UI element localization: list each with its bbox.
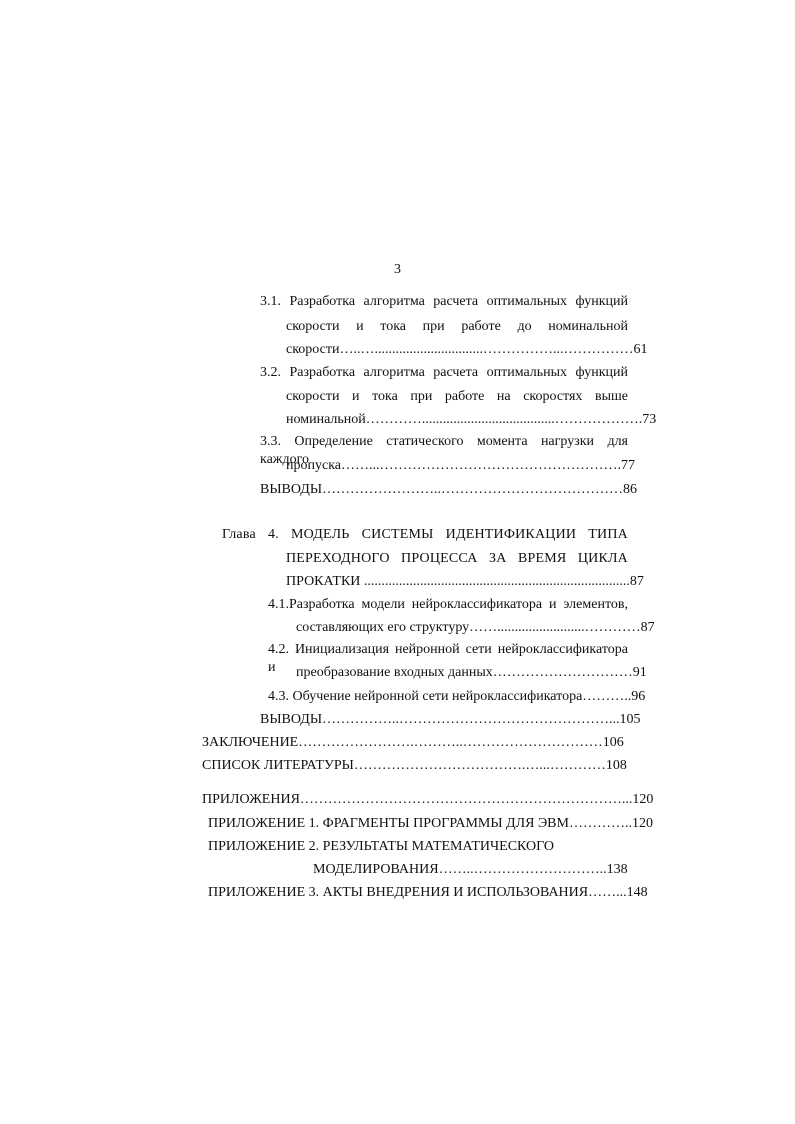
toc-3-3-line-2: пропуска……...…………………………………………….77 <box>286 458 636 473</box>
toc-3-2-line-3: номинальной…………......................................……………….73 <box>286 412 657 427</box>
toc-chapter-4-line-2: ПЕРЕХОДНОГО ПРОЦЕССА ЗА ВРЕМЯ ЦИКЛА <box>286 551 628 566</box>
toc-4-1-line-1: 4.1.Разработка модели нейроклассификатора и элементов, <box>268 597 628 612</box>
toc-4-2-line-2: преобразование входных данных…………………………91 <box>296 665 647 680</box>
toc-4-2-line-1: 4.2. Инициализация нейронной сети нейроклассификатора и <box>268 642 628 675</box>
toc-prilozhenie-3: ПРИЛОЖЕНИЕ 3. АКТЫ ВНЕДРЕНИЯ И ИСПОЛЬЗОВАНИЯ……...148 <box>208 885 648 900</box>
toc-3-1-line-2: скорости и тока при работе до номинальной <box>286 319 628 334</box>
toc-prilozhenie-2-line-2: МОДЕЛИРОВАНИЯ……..………………………..138 <box>313 862 628 877</box>
toc-prilozhenie-2-line-1: ПРИЛОЖЕНИЕ 2. РЕЗУЛЬТАТЫ МАТЕМАТИЧЕСКОГО <box>208 839 554 854</box>
toc-3-2-line-2: скорости и тока при работе на скоростях выше <box>286 389 628 404</box>
toc-4-3: 4.3. Обучение нейронной сети нейроклассификатора………..96 <box>268 689 646 704</box>
toc-chapter-4-line-1: Глава 4. МОДЕЛЬ СИСТЕМЫ ИДЕНТИФИКАЦИИ ТИПА <box>222 527 628 542</box>
toc-3-2-line-1: 3.2. Разработка алгоритма расчета оптимальных функций <box>260 365 628 380</box>
toc-3-1-line-1: 3.1. Разработка алгоритма расчета оптимальных функций <box>260 294 628 309</box>
toc-vyvody-ch4: ВЫВОДЫ……………..………………………………………...105 <box>260 712 641 727</box>
toc-prilozheniya: ПРИЛОЖЕНИЯ……………………………………………………………...120 <box>202 792 654 807</box>
toc-3-1-line-3: скорости…..…...............................……………...……………61 <box>286 342 648 357</box>
toc-chapter-4-line-3: ПРОКАТКИ ............................................................................87 <box>286 574 644 589</box>
toc-vyvody-ch3: ВЫВОДЫ……………………..…………………………………86 <box>260 482 638 497</box>
page-number: 3 <box>394 262 401 277</box>
toc-spisok-literatury: СПИСОК ЛИТЕРАТУРЫ……………………………….…...…………108 <box>202 758 627 773</box>
toc-4-1-line-2: составляющих его структуру…….........................…………87 <box>296 620 655 635</box>
toc-zaklyuchenie: ЗАКЛЮЧЕНИЕ…………………….………..…………………………106 <box>202 735 624 750</box>
toc-prilozhenie-1: ПРИЛОЖЕНИЕ 1. ФРАГМЕНТЫ ПРОГРАММЫ ДЛЯ ЭВМ…………..120 <box>208 816 653 831</box>
toc-3-3-line-1: 3.3. Определение статического момента нагрузки для каждого <box>260 434 628 467</box>
